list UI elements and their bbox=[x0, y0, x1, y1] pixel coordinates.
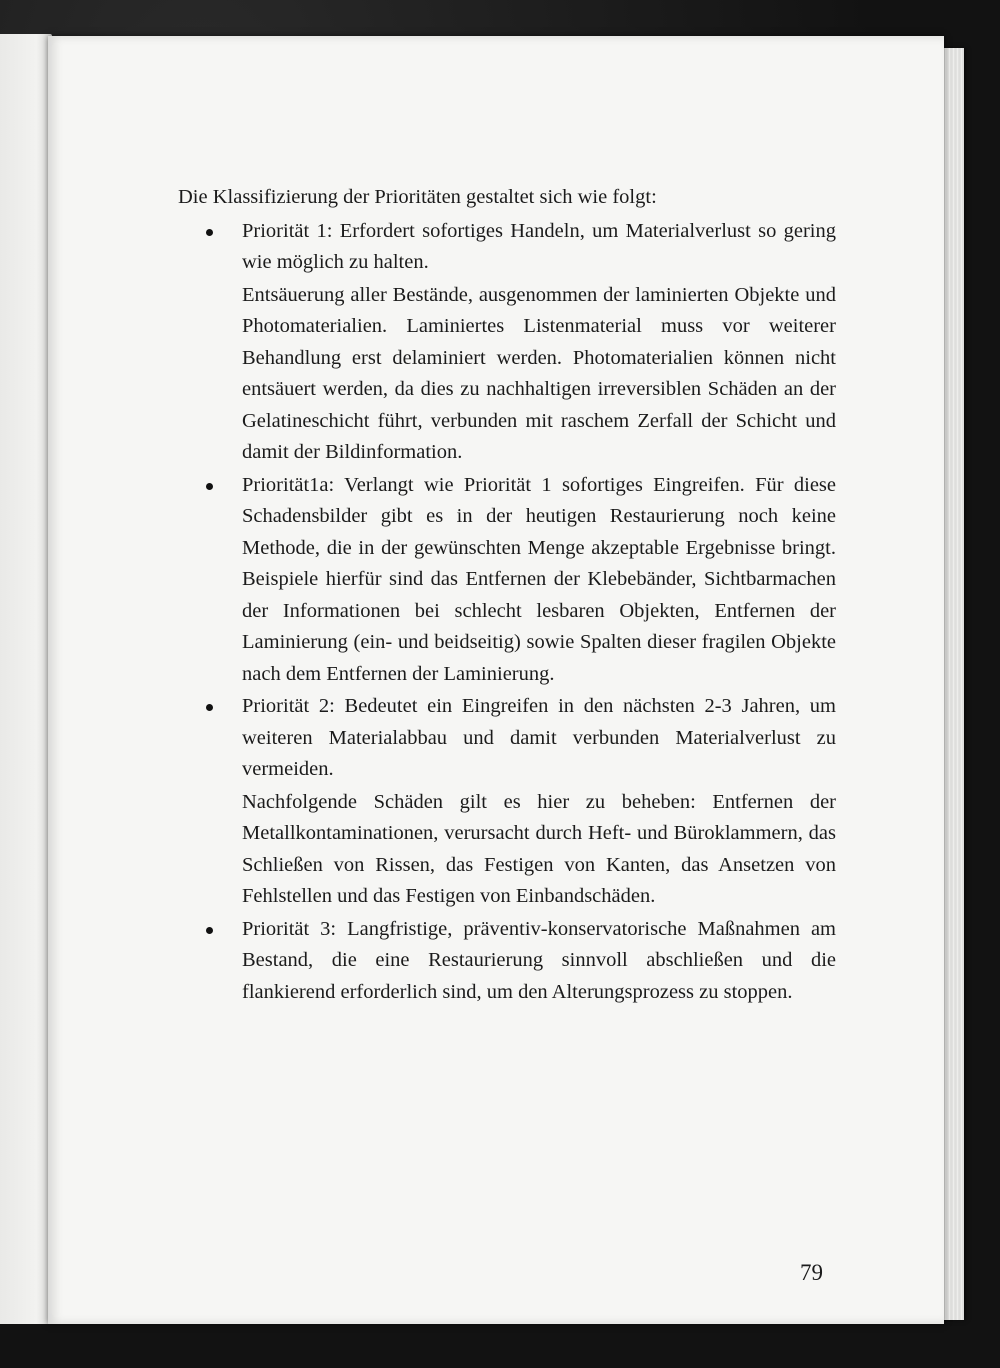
priority-1-heading: Priorität 1: Erfordert sofortiges Handeln, um Materialverlust so gering wie möglich zu halten. bbox=[242, 219, 836, 273]
priority-list bbox=[178, 216, 836, 1009]
facing-page-edge bbox=[0, 34, 52, 1324]
bullet-icon bbox=[206, 483, 213, 490]
bullet-icon bbox=[206, 927, 213, 934]
page-text bbox=[178, 182, 836, 1009]
priority-item-2 bbox=[178, 691, 836, 913]
priority-2-heading: Priorität 2: Bedeutet ein Eingreifen in den nächsten 2-3 Jahren, um weiteren Materialabbau und damit verbunden Materialverlust zu vermeiden. bbox=[242, 695, 836, 780]
priority-item-3 bbox=[178, 914, 836, 1009]
priority-2-detail: Nachfolgende Schäden gilt es hier zu beheben: Entfernen der Metallkontaminationen, verursacht durch Heft- und Büroklammern, das Schließen von Rissen, das Festigen von Kanten, das Ansetzen von Fehlstellen und das Festigen von Einbandschäden. bbox=[242, 790, 836, 907]
priority-item-1 bbox=[178, 216, 836, 469]
priority-1a-text: Priorität1a: Verlangt wie Priorität 1 sofortiges Eingreifen. Für diese Schadensbilder gibt es in der heutigen Restaurierung noch keine Methode, die in der gewünschten Menge akzeptable Ergebnisse bringt. Beispiele hierfür sind das Entfernen der Klebebänder, Sichtbarmachen der Informationen bei schlecht lesbaren Objekten, Entfernen der Laminierung (ein- und beidseitig) sowie Spalten dieser fragilen Objekte nach dem Entfernen der Laminierung. bbox=[242, 473, 836, 685]
priority-1-detail: Entsäuerung aller Bestände, ausgenommen der laminierten Objekte und Photomaterialien. Laminiertes Listenmaterial muss vor weiterer Behandlung erst delaminiert werden. Photomaterialien können nicht entsäuert werden, da dies zu nachhaltigen irreversiblen Schäden an der Gelatineschicht führt, verbunden mit raschem Zerfall der Schicht und damit der Bildinformation. bbox=[242, 283, 836, 463]
intro-line: Die Klassifizierung der Prioritäten gestaltet sich wie folgt: bbox=[178, 186, 657, 208]
bullet-icon bbox=[206, 229, 213, 236]
priority-3-text: Priorität 3: Langfristige, präventiv-konservatorische Maßnahmen am Bestand, die eine Restaurierung sinnvoll abschließen und die flankierend erforderlich sind, um den Alterungsprozess zu stoppen. bbox=[242, 917, 836, 1003]
page-number: 79 bbox=[800, 1260, 823, 1285]
priority-item-1a bbox=[178, 470, 836, 691]
bullet-icon bbox=[206, 704, 213, 711]
book-page bbox=[48, 36, 944, 1324]
